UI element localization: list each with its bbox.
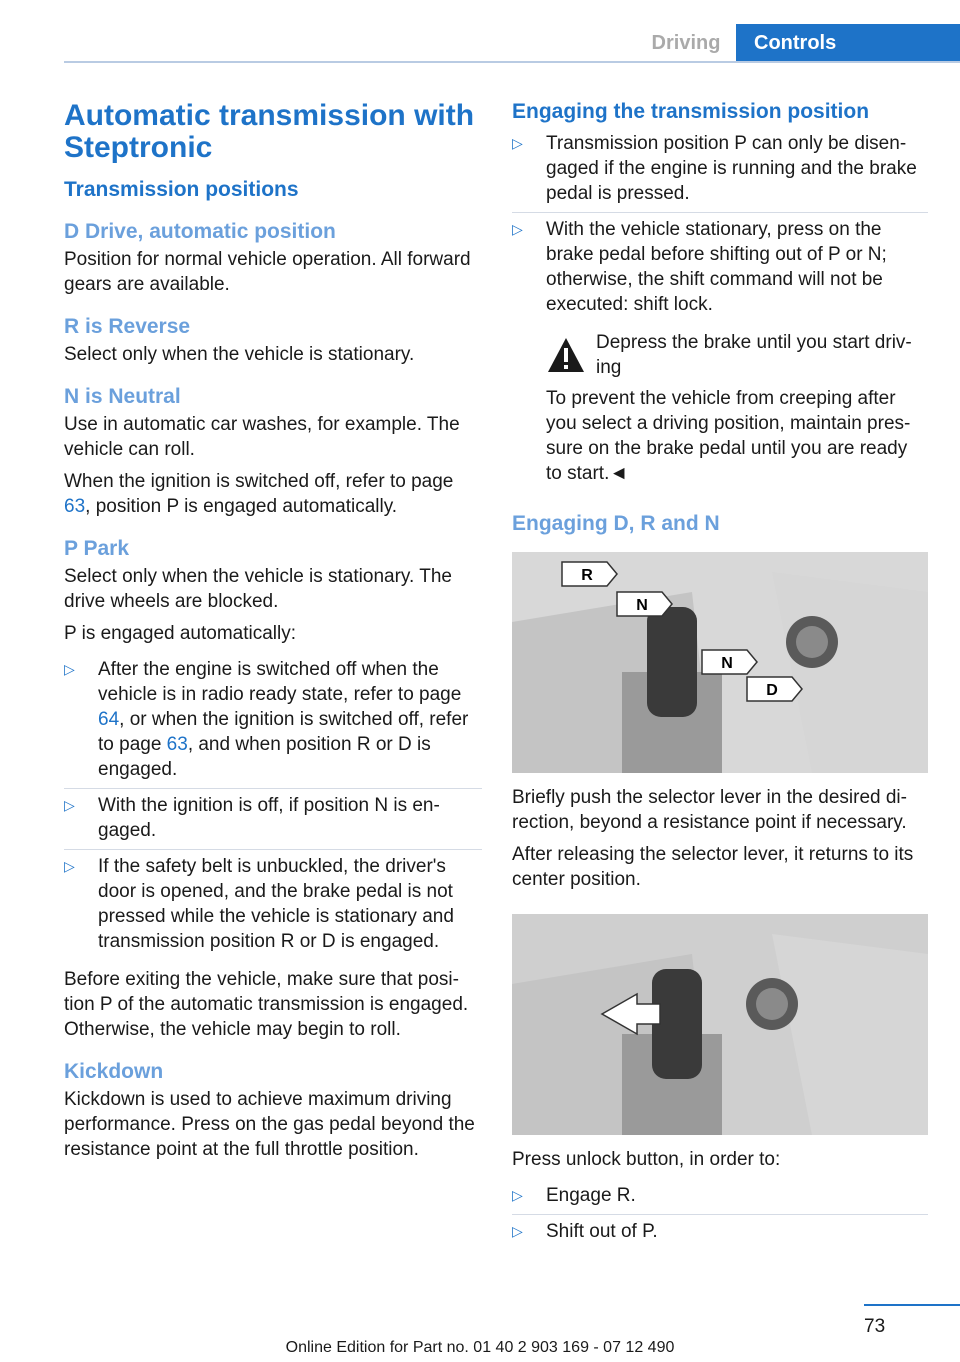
- park-list: [64, 653, 482, 960]
- edition-footer: Online Edition for Part no. 01 40 2 903 169 - 07 12 490: [285, 1339, 675, 1356]
- triangle-bullet-icon: ▷: [512, 221, 523, 237]
- creep-text: To prevent the vehicle from creeping after you select a driving position, maintain pressure on the brake pedal until you are ready to start.◄: [546, 388, 911, 484]
- warning-text: Depress the brake until you start driving: [596, 332, 912, 378]
- release-text: After releasing the selector lever, it returns to its center position.: [512, 844, 914, 890]
- list-item: ▷ After the engine is switched off when the vehicle is in radio ready state, refer to page 64, or when the ignition is switched off, refer to page 63, and when position R or D is engaged.: [64, 653, 482, 789]
- fig-label-d: D: [766, 682, 778, 699]
- header-rule: [64, 61, 960, 63]
- neutral-heading: N is Neutral: [64, 385, 181, 408]
- reverse-heading: R is Reverse: [64, 315, 191, 338]
- page-number: 73: [864, 1316, 886, 1337]
- list-item: ▷ Shift out of P.: [512, 1221, 658, 1242]
- fig-label-r: R: [581, 567, 593, 584]
- triangle-bullet-icon: ▷: [64, 858, 75, 874]
- list-item: ▷ With the ignition is off, if position N is engaged.: [64, 789, 482, 850]
- park-text: Select only when the vehicle is stationary. The drive wheels are blocked.: [64, 566, 452, 612]
- footer-rule: [864, 1304, 960, 1306]
- engaging-heading: Engaging the transmission position: [512, 100, 870, 123]
- reverse-text: Select only when the vehicle is stationary.: [64, 344, 415, 365]
- park-auto-intro: P is engaged automatically:: [64, 623, 297, 644]
- fig-label-n: N: [636, 597, 648, 614]
- kickdown-heading: Kickdown: [64, 1060, 164, 1083]
- page-link-63[interactable]: 63: [166, 734, 188, 755]
- drive-heading: D Drive, automatic position: [64, 220, 336, 243]
- section-tab: Driving: [651, 32, 721, 54]
- list-item: ▷ If the safety belt is unbuckled, the driver's door is opened, and the brake pedal is not pressed while the vehicle is stationary and transmission position R or D is engaged.: [64, 856, 454, 952]
- neutral-ignition-text: When the ignition is switched off, refer to page 63, position P is engaged automatically.: [64, 471, 454, 517]
- triangle-bullet-icon: ▷: [64, 661, 75, 677]
- unlock-list: [512, 1179, 928, 1250]
- neutral-text: Use in automatic car washes, for example. The vehicle can roll.: [64, 414, 460, 460]
- list-item: ▷ Transmission position P can only be disengaged if the engine is running and the brake pedal is pressed.: [512, 127, 928, 213]
- fig-label-n: N: [721, 655, 733, 672]
- triangle-bullet-icon: ▷: [512, 1187, 523, 1203]
- page-link-64[interactable]: 64: [98, 709, 120, 730]
- warning-note: [546, 330, 928, 380]
- drive-text: Position for normal vehicle operation. All forward gears are available.: [64, 249, 471, 295]
- header-tabs: [636, 24, 960, 62]
- triangle-bullet-icon: ▷: [64, 797, 75, 813]
- page-title: Automatic transmission with Steptronic: [64, 99, 475, 164]
- unlock-button-image: [512, 914, 928, 1135]
- triangle-bullet-icon: ▷: [512, 135, 523, 151]
- section-title: Transmission positions: [64, 178, 299, 201]
- right-column: [512, 100, 928, 1257]
- drn-heading: Engaging D, R and N: [512, 512, 720, 535]
- push-text: Briefly push the selector lever in the desired direction, beyond a resistance point if necessary.: [512, 787, 907, 833]
- triangle-bullet-icon: ▷: [512, 1223, 523, 1239]
- engaging-list: [512, 127, 928, 323]
- list-item: ▷ Engage R.: [512, 1179, 928, 1215]
- left-column: [64, 100, 482, 1169]
- list-item: ▷ With the vehicle stationary, press on the brake pedal before shifting out of P or N; otherwise, the shift command will not be executed: shift lock.: [512, 219, 887, 315]
- page-link-63[interactable]: 63: [64, 496, 86, 517]
- chapter-tab: Controls: [736, 24, 960, 62]
- selector-lever-directions-image: [512, 552, 928, 773]
- park-heading: P Park: [64, 537, 129, 560]
- unlock-intro: Press unlock button, in order to:: [512, 1149, 781, 1170]
- kickdown-text: Kickdown is used to achieve maximum driving performance. Press on the gas pedal beyond the resistance point at the full throttle position.: [64, 1089, 475, 1160]
- warning-icon: [546, 336, 586, 374]
- park-exit-text: Before exiting the vehicle, make sure that position P of the automatic transmission is engaged. Otherwise, the vehicle may begin to roll.: [64, 969, 469, 1040]
